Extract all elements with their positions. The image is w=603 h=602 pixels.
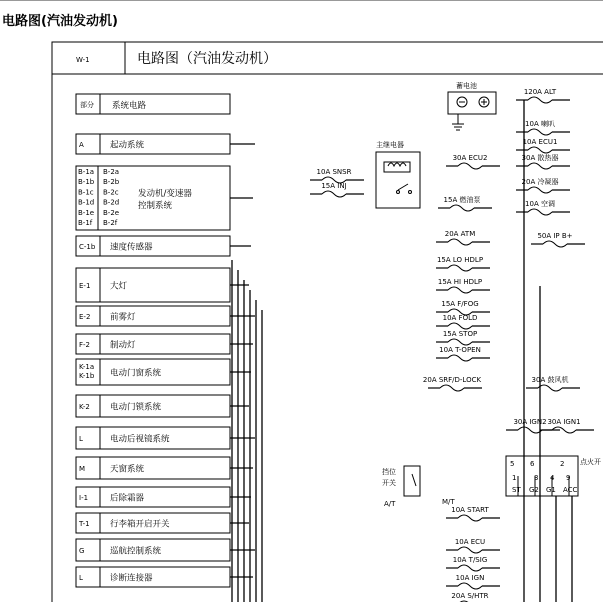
fuse-label: 30A ECU2	[452, 154, 488, 162]
section-code: B-1e	[78, 208, 95, 217]
fuse	[526, 375, 580, 391]
section-label: 后除霜器	[110, 493, 145, 504]
section-code: B-2c	[103, 188, 119, 197]
fuse-label: 10A ECU1	[522, 138, 558, 146]
section-box	[76, 487, 230, 507]
fuse	[310, 182, 364, 197]
fuse	[436, 230, 490, 245]
fuse	[436, 330, 490, 345]
legend-code: 部分	[80, 101, 94, 109]
section-code: B-1b	[78, 178, 95, 187]
fuse-label: 30A IGN1	[547, 418, 581, 426]
section-box	[76, 334, 230, 354]
section-label: 发动机/变速器	[138, 189, 192, 199]
section-box	[76, 359, 230, 385]
fuse-label: 120A ALT	[523, 88, 557, 96]
fuse	[436, 300, 490, 315]
ign-pin-label: 9	[566, 474, 571, 482]
section-label: 巡航控制系统	[110, 546, 162, 557]
fuse-label: 10A T-OPEN	[439, 346, 481, 354]
fuse-label: 10A 喇叭	[525, 120, 555, 128]
fuse-label: 15A LO HDLP	[436, 256, 484, 264]
section-label: 电动门窗系统	[110, 368, 162, 379]
main-relay	[376, 152, 420, 208]
section-label: 电动门锁系统	[110, 402, 162, 413]
fuse-label: 15A 燃油泵	[443, 196, 481, 204]
fuse-label: 15A INJ	[321, 182, 347, 190]
section-code: B-2d	[103, 198, 120, 207]
fuse	[446, 574, 500, 589]
section-code: C-1b	[79, 243, 96, 251]
inhibitor-switch	[404, 466, 420, 496]
section-code: I-1	[79, 494, 89, 502]
fuse-label: 20A ATM	[444, 230, 476, 238]
section-box	[76, 427, 230, 449]
section-list	[76, 134, 230, 587]
ign-terminal-label: G2	[529, 486, 539, 494]
section-label: 制动灯	[110, 340, 136, 351]
legend-box	[76, 94, 230, 114]
ign-pin-label: 2	[560, 460, 565, 468]
header-title: 电路图（汽油发动机）	[137, 51, 277, 67]
section-box	[76, 539, 230, 561]
fuse-label: 30A 散热器	[521, 154, 559, 162]
inhibitor-label-1: 挡位	[382, 468, 396, 476]
inhibitor-label-2: 开关	[382, 479, 396, 487]
section-code: G	[79, 547, 85, 555]
section-code: F-2	[79, 341, 91, 349]
ign-terminal-label: G1	[546, 486, 556, 494]
fuse-label: 10A IGN	[455, 574, 485, 582]
section-code: M	[79, 465, 86, 473]
fuse-label: 10A T/SIG	[452, 556, 488, 564]
section-box	[76, 166, 230, 230]
page-title: 电路图(汽油发动机)	[2, 14, 118, 29]
section-label: 起动系统	[110, 140, 145, 151]
ign-pin-label: 4	[550, 474, 555, 482]
fuse-label: 20A 冷凝器	[521, 178, 559, 186]
fuse	[446, 154, 500, 169]
wiring	[230, 100, 572, 602]
section-code: B-1f	[78, 219, 93, 227]
fuse	[310, 168, 364, 183]
fuse-label: 10A ECU	[454, 538, 486, 546]
section-label: 速度传感器	[110, 242, 153, 253]
at-label: A/T	[384, 500, 396, 508]
fuse-label: 20A S/HTR	[451, 592, 489, 600]
section-box	[76, 513, 230, 533]
header-code: W-1	[76, 56, 90, 64]
section-label: 行李箱开启开关	[110, 519, 170, 530]
section-code: B-1d	[78, 198, 95, 207]
section-label: 天窗系统	[110, 464, 145, 475]
ign-pin-label: 5	[510, 460, 515, 468]
ign-terminal-label: ST	[512, 486, 521, 494]
section-box	[76, 236, 230, 256]
section-box	[76, 457, 230, 479]
fuse-label: 15A HI HDLP	[437, 278, 483, 286]
fuse-label: 50A IP B+	[537, 232, 573, 240]
ignition-terminals	[510, 460, 578, 496]
section-code: E-1	[79, 282, 91, 290]
fuse	[436, 314, 490, 329]
legend-label: 系统电路	[112, 101, 147, 111]
fuse-label: 10A FOLD	[442, 314, 478, 322]
fuse-label: 10A 空调	[525, 200, 555, 208]
section-box	[76, 395, 230, 417]
section-code: B-2b	[103, 178, 120, 187]
fuse	[436, 278, 490, 293]
section-box	[76, 268, 230, 302]
fuse	[446, 506, 500, 521]
section-label: 大灯	[110, 281, 128, 292]
section-code: B-2a	[103, 168, 120, 176]
section-box	[76, 134, 230, 154]
section-code: K-1a	[79, 363, 95, 371]
section-label: 控制系统	[138, 201, 173, 211]
section-code: B-2e	[103, 208, 120, 217]
fuse-label: 20A SRF/D-LOCK	[422, 376, 482, 384]
fuse	[446, 556, 500, 571]
mt-label: M/T	[442, 498, 455, 506]
section-box	[76, 567, 230, 587]
fuse	[438, 195, 492, 211]
section-code: L	[79, 435, 83, 443]
ign-pin-label: 6	[530, 460, 535, 468]
fuse-list	[310, 88, 594, 602]
ignition-switch-label: 点火开	[580, 458, 601, 466]
section-label: 前雾灯	[110, 312, 136, 323]
ign-pin-label: 3	[534, 474, 539, 482]
section-code: E-2	[79, 313, 91, 321]
fuse-label: 10A START	[451, 506, 489, 514]
fuse	[531, 232, 585, 247]
section-code: B-2f	[103, 219, 118, 227]
section-code: K-2	[79, 403, 90, 411]
section-box	[76, 306, 230, 326]
fuse	[446, 538, 500, 553]
main-relay-label: 主继电器	[376, 141, 404, 149]
fuse	[423, 376, 482, 391]
fuse	[436, 346, 490, 361]
section-code: B-1c	[78, 188, 94, 197]
fuse	[540, 418, 594, 433]
fuse-label: 15A F/FOG	[441, 300, 479, 308]
section-code: B-1a	[78, 168, 95, 176]
ign-pin-label: 1	[512, 474, 517, 482]
section-label: 电动后视镜系统	[110, 434, 170, 445]
section-code: L	[79, 574, 83, 582]
ign-terminal-label: ACC	[563, 486, 578, 494]
section-code: T-1	[79, 520, 90, 528]
section-label: 诊断连接器	[110, 573, 153, 584]
section-code: A	[79, 141, 84, 149]
fuse	[446, 592, 500, 602]
fuse-label: 30A IGN2	[513, 418, 547, 426]
fuse	[436, 256, 490, 271]
fuse-label: 15A STOP	[442, 330, 478, 338]
section-code: K-1b	[79, 372, 95, 380]
battery-label: 蓄电池	[456, 82, 477, 90]
fuse-label: 10A SNSR	[316, 168, 352, 176]
fuse-label: 30A 鼓风机	[531, 376, 569, 384]
battery	[448, 92, 496, 130]
